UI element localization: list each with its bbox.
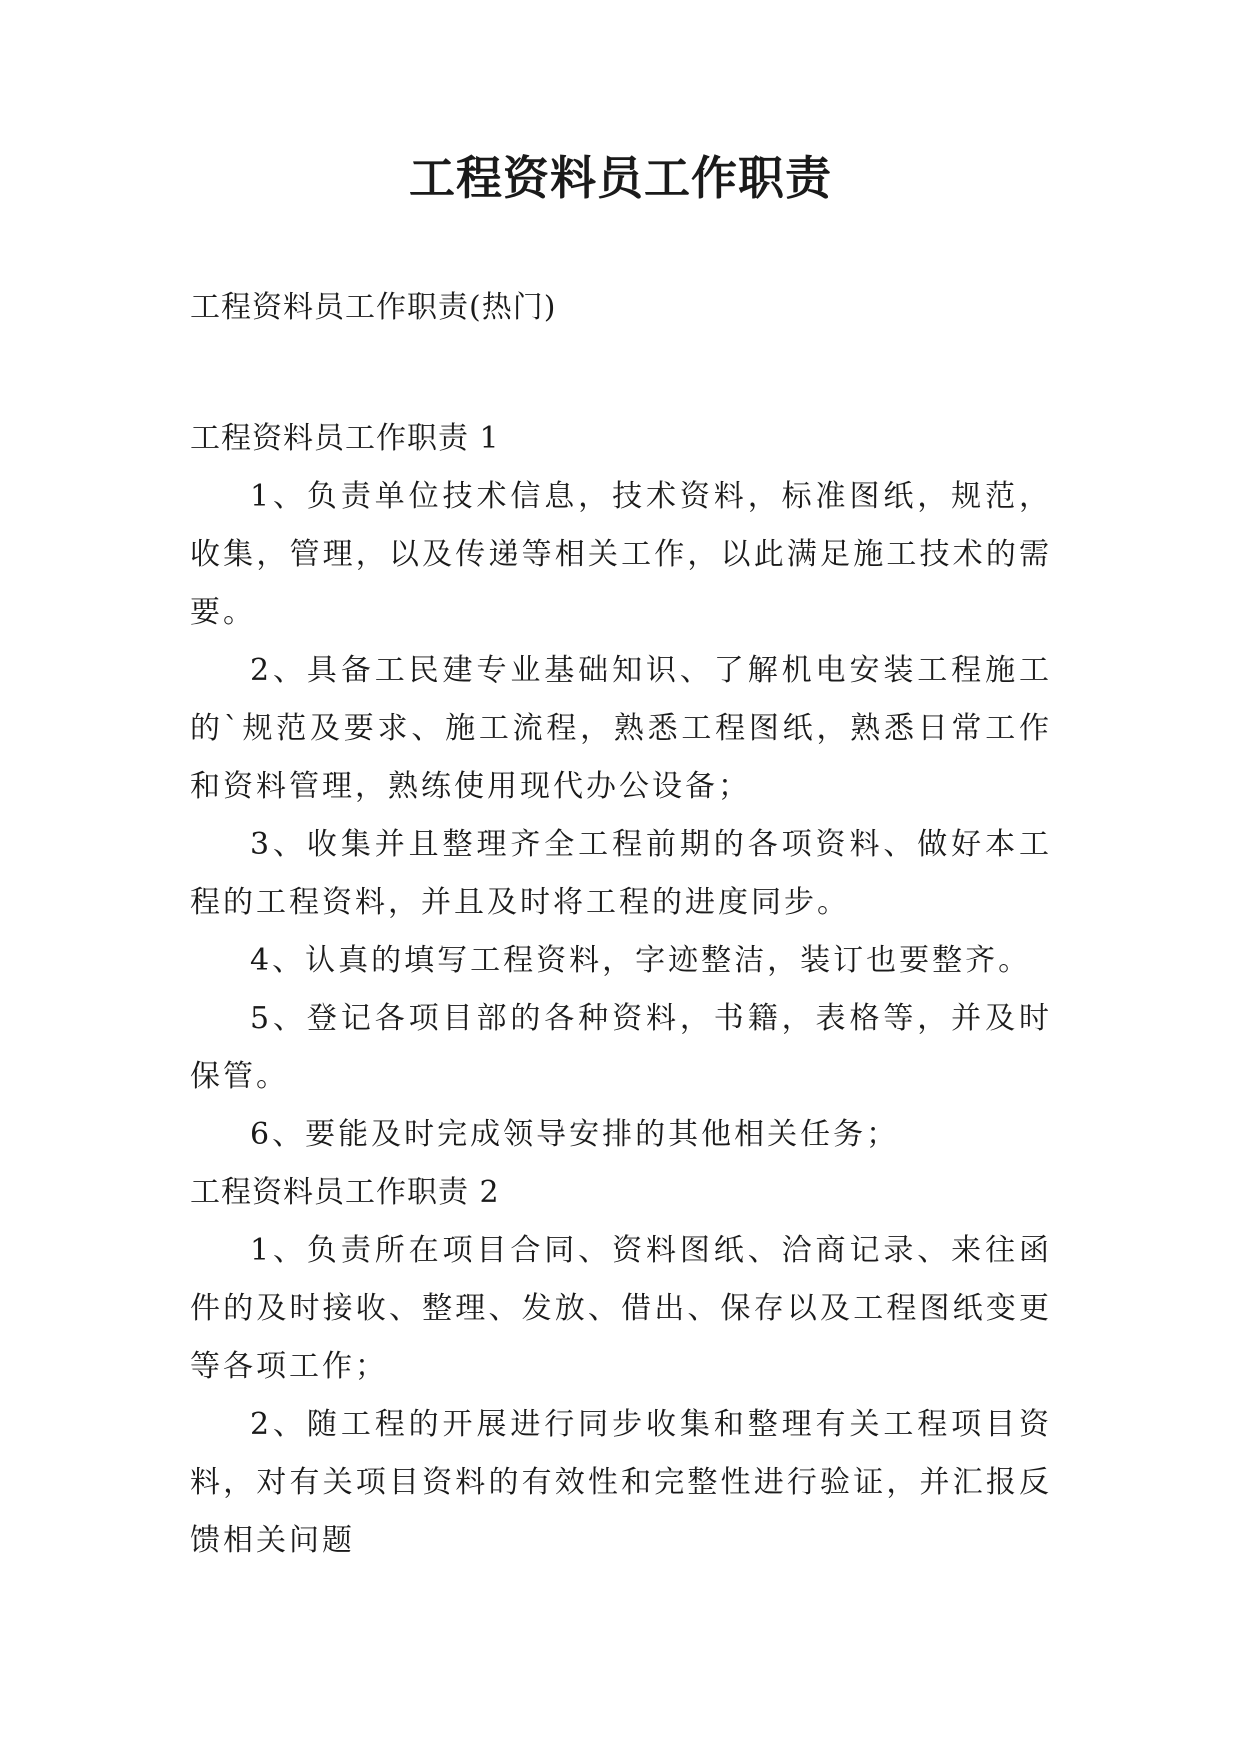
paragraph: 5、登记各项目部的各种资料，书籍，表格等，并及时保管。 [190,1001,1052,1094]
paragraph: 6、要能及时完成领导安排的其他相关任务； [250,1117,900,1152]
document-body [190,410,1052,1570]
paragraph: 2、随工程的开展进行同步收集和整理有关工程项目资料，对有关项目资料的有效性和完整性进行验证，并汇报反馈相关问题 [190,1407,1052,1558]
paragraph: 1、负责单位技术信息，技术资料，标准图纸，规范，收集，管理，以及传递等相关工作，以此满足施工技术的需要。 [190,479,1052,630]
section-2 [190,1164,1052,1570]
paragraph: 4、认真的填写工程资料，字迹整洁，装订也要整齐。 [250,943,1032,978]
document-subtitle: 工程资料员工作职责(热门) [190,290,557,325]
section-heading: 工程资料员工作职责 2 [190,1175,500,1210]
paragraph: 3、收集并且整理齐全工程前期的各项资料、做好本工程的工程资料，并且及时将工程的进度同步。 [190,827,1052,920]
section-1 [190,410,1052,1164]
document-title: 工程资料员工作职责 [409,151,832,205]
paragraph: 1、负责所在项目合同、资料图纸、洽商记录、来往函件的及时接收、整理、发放、借出、保存以及工程图纸变更等各项工作； [190,1233,1052,1384]
section-heading: 工程资料员工作职责 1 [190,421,500,456]
paragraph: 2、具备工民建专业基础知识、了解机电安装工程施工的`规范及要求、施工流程，熟悉工程图纸，熟悉日常工作和资料管理，熟练使用现代办公设备； [190,653,1052,804]
